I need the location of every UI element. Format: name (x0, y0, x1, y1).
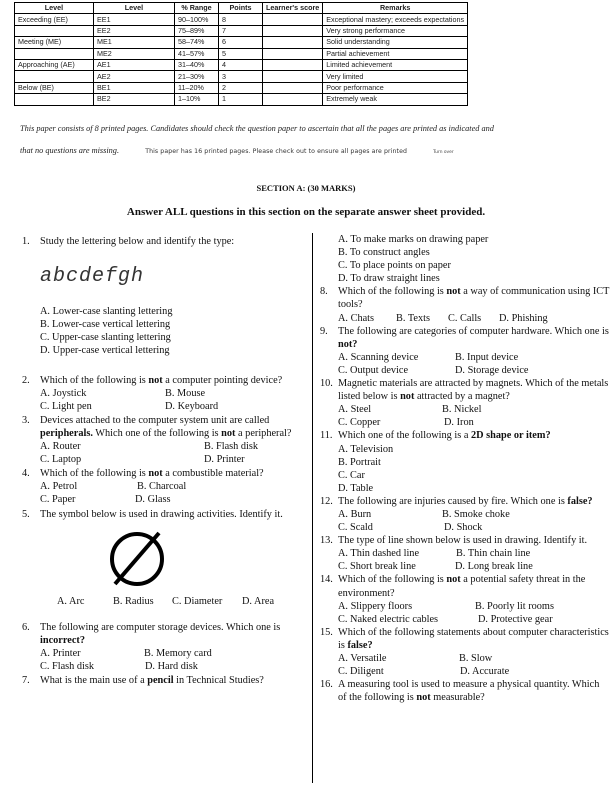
options-row (338, 665, 610, 678)
table-cell (263, 71, 323, 82)
notice-line-1: This paper consists of 8 printed pages. Candidates should check the question paper to ascertain that all the pages are printed as indicated and (20, 124, 494, 133)
option-b: B. Radius (113, 595, 154, 607)
option-b: B. Charcoal (137, 481, 187, 493)
option-b: B. Thin chain line (456, 548, 531, 560)
question-number: 3. (22, 414, 30, 426)
handwritten-note: This paper has 16 printed pages. Please check out to ensure all pages are printed (145, 148, 408, 155)
question-10 (320, 377, 610, 429)
option-a: A. Chats (338, 312, 375, 324)
question-15 (320, 626, 610, 678)
question-text: The following are injuries caused by fire. Which one is false? (338, 495, 593, 507)
table-cell: 7 (219, 25, 263, 36)
question-number: 16. (320, 679, 333, 691)
option-b: B. Poorly lit rooms (475, 600, 554, 612)
table-cell: Partial achievement (323, 48, 468, 59)
notice-line-2 (20, 140, 600, 164)
table-cell: 75–89% (175, 25, 219, 36)
option-d: D. Long break line (455, 561, 533, 573)
question-12 (320, 495, 610, 534)
options-row (338, 547, 610, 560)
options-row (40, 453, 312, 466)
option-a: A. Joystick (40, 387, 87, 399)
options-row (338, 521, 610, 534)
question-number: 15. (320, 626, 333, 638)
option-d: D. Area (242, 595, 275, 607)
column-header: Points (219, 3, 263, 14)
question-2 (22, 374, 312, 413)
options-row (338, 652, 610, 665)
options-row (338, 312, 610, 325)
option-d: D. Accurate (460, 666, 510, 678)
option-c: C. Flash disk (40, 660, 95, 672)
table-cell: ME2 (94, 48, 175, 59)
option-c: C. Upper-case slanting lettering (40, 332, 171, 344)
options-row (338, 416, 610, 429)
table-cell: Below (BE) (15, 82, 94, 93)
question-number: 1. (22, 236, 30, 247)
column-divider (312, 233, 313, 783)
table-cell: BE2 (94, 94, 175, 105)
table-cell: 2 (219, 82, 263, 93)
question-number: 13. (320, 535, 333, 547)
table-cell: ME1 (94, 37, 175, 48)
table-cell: EE1 (94, 14, 175, 25)
question-number: 6. (22, 621, 30, 633)
table-row (15, 25, 468, 36)
question-text: The following are categories of computer hardware. Which one is not? (338, 325, 609, 350)
options-row (338, 560, 610, 573)
table-cell: Approaching (AE) (15, 59, 94, 70)
table-cell: Exceptional mastery; exceeds expectations (323, 14, 468, 25)
option-a: A. Slippery floors (338, 600, 413, 612)
table-row (15, 94, 468, 105)
question-number: 10. (320, 378, 333, 390)
option-d: D. Shock (444, 522, 483, 534)
option-a: A. Television (338, 443, 394, 455)
options-row (40, 387, 312, 400)
table-cell (15, 71, 94, 82)
table-cell (15, 25, 94, 36)
section-instruction: Answer ALL questions in this section on the separate answer sheet provided. (126, 206, 486, 218)
question-number: 11. (320, 430, 333, 442)
options-row (40, 400, 312, 413)
option-a: A. Router (40, 441, 81, 453)
option-a: A. Lower-case slanting lettering (40, 306, 173, 318)
options-row (338, 508, 610, 521)
option-c: C. Diligent (338, 666, 384, 678)
question-5 (22, 508, 312, 609)
option-c: C. Short break line (338, 561, 416, 573)
table-cell (263, 94, 323, 105)
option-d: D. Printer (204, 454, 245, 466)
left-column (22, 235, 312, 687)
option-a: A. Thin dashed line (338, 548, 420, 560)
table-header-row (15, 3, 468, 14)
option-d: D. Glass (135, 494, 171, 506)
option-d: D. Storage device (455, 364, 529, 376)
option-a: A. Versatile (338, 653, 387, 664)
option-d: D. Keyboard (165, 400, 219, 412)
section-title: SECTION A: (30 MARKS) (256, 183, 356, 193)
option-b: B. Nickel (442, 404, 482, 416)
table-cell: 6 (219, 37, 263, 48)
table-cell: 31–40% (175, 59, 219, 70)
question-text: Which of the following is not a potential safety threat in the environment? (338, 574, 586, 599)
table-row (15, 37, 468, 48)
table-cell: 3 (219, 71, 263, 82)
option-b: B. To construct angles (338, 247, 430, 259)
table-cell: AE2 (94, 71, 175, 82)
options-row (338, 600, 610, 613)
options-row (40, 440, 312, 453)
table-cell: Poor performance (323, 82, 468, 93)
question-number: 4. (22, 468, 30, 480)
question-text: Which of the following statements about computer characteristics is false? (338, 626, 609, 651)
option-c: C. Diameter (172, 595, 223, 607)
option-c: C. Calls (448, 312, 482, 324)
table-cell (263, 48, 323, 59)
options-row (338, 351, 610, 364)
lettering-sample: abcdefgh (40, 265, 145, 289)
options-row (338, 364, 610, 377)
table-cell (263, 82, 323, 93)
table-cell: 21–30% (175, 71, 219, 82)
table-row (15, 59, 468, 70)
column-header: Remarks (323, 3, 468, 14)
option-c: C. To place points on paper (338, 260, 451, 272)
option-b: B. Flash disk (204, 441, 259, 453)
question-number: 7. (22, 675, 30, 687)
question-text: Magnetic materials are attracted by magnets. Which of the metals listed below is not attracted by a magnet? (338, 378, 609, 403)
table-cell: Extremely weak (323, 94, 468, 105)
question-text: The type of line shown below is used in drawing. Identify it. (338, 535, 588, 547)
option-b: B. Slow (459, 653, 493, 664)
option-d: D. Upper-case vertical lettering (40, 345, 170, 357)
option-b: B. Mouse (165, 387, 206, 399)
column-header: Level (15, 3, 94, 14)
option-c: C. Scald (338, 522, 373, 534)
question-1 (22, 235, 312, 358)
question-3 (22, 414, 312, 466)
option-d: D. Iron (444, 417, 474, 429)
option-b: B. Input device (455, 351, 519, 363)
table-cell: 41–57% (175, 48, 219, 59)
table-cell: 8 (219, 14, 263, 25)
table-cell: Very strong performance (323, 25, 468, 36)
table-cell: EE2 (94, 25, 175, 36)
table-row (15, 82, 468, 93)
option-a: A. Petrol (40, 481, 78, 493)
option-d: D. Protective gear (478, 613, 553, 625)
option-b: B. Lower-case vertical lettering (40, 319, 171, 331)
options-row (57, 595, 312, 609)
diameter-symbol-icon (107, 529, 167, 589)
option-b: B. Portrait (338, 456, 381, 468)
option-c: C. Laptop (40, 454, 82, 466)
question-text: Which of the following is not a computer pointing device? (40, 374, 283, 386)
question-text: A measuring tool is used to measure a physical quantity. Which of the following is not measurable? (338, 679, 600, 704)
question-number: 8. (320, 286, 328, 298)
question-number: 2. (22, 374, 30, 386)
table-cell: 4 (219, 59, 263, 70)
option-d: D. To draw straight lines (338, 273, 440, 285)
question-text: Which one of the following is a 2D shape or item? (338, 430, 551, 442)
question-number: 5. (22, 508, 30, 520)
options-row (40, 647, 312, 660)
table-cell (263, 59, 323, 70)
question-8 (320, 285, 610, 324)
option-b: B. Texts (396, 312, 430, 324)
options-row (40, 660, 312, 673)
table-cell: 5 (219, 48, 263, 59)
option-d: D. Table (338, 482, 374, 494)
question-9 (320, 325, 610, 377)
table-cell: Solid understanding (323, 37, 468, 48)
question-number: 14. (320, 574, 333, 586)
option-d: D. Hard disk (145, 660, 198, 672)
column-header: % Range (175, 3, 219, 14)
question-6 (22, 621, 312, 673)
table-cell (263, 37, 323, 48)
table-cell: 58–74% (175, 37, 219, 48)
table-cell (263, 25, 323, 36)
table-cell (15, 48, 94, 59)
column-header: Learner's score (263, 3, 323, 14)
table-row (15, 48, 468, 59)
table-cell: Very limited (323, 71, 468, 82)
question-text: The following are computer storage devices. Which one is incorrect? (40, 621, 281, 646)
option-b: B. Smoke choke (442, 508, 510, 520)
option-d: D. Phishing (499, 312, 548, 324)
question-11 (320, 429, 610, 494)
option-a: A. Arc (57, 595, 85, 607)
question-text: The symbol below is used in drawing activities. Identify it. (40, 508, 283, 520)
right-column (320, 233, 610, 704)
column-header: Level (94, 3, 175, 14)
table-cell: 90–100% (175, 14, 219, 25)
question-text: Devices attached to the computer system unit are called peripherals. Which one of the following is not a peripheral? (40, 414, 292, 439)
question-number: 12. (320, 495, 333, 507)
options-row (40, 480, 312, 493)
table-row (15, 14, 468, 25)
options-row (338, 403, 610, 416)
option-c: C. Car (338, 469, 365, 481)
options-row (40, 493, 312, 506)
option-c: C. Copper (338, 417, 381, 429)
question-text: Study the lettering below and identify the type: (40, 236, 235, 247)
option-a: A. Steel (338, 404, 372, 416)
question-text: Which of the following is not a way of communication using ICT tools? (338, 286, 610, 311)
page-count-notice (20, 118, 600, 164)
table-cell: 1–10% (175, 94, 219, 105)
question-7-options (330, 233, 610, 285)
table-cell: 11–20% (175, 82, 219, 93)
option-b: B. Memory card (144, 647, 212, 659)
table-cell: BE1 (94, 82, 175, 93)
turn-over-note: Turn over (433, 150, 454, 155)
option-a: A. Printer (40, 647, 81, 659)
option-c: C. Light pen (40, 400, 92, 412)
options-row (338, 613, 610, 626)
table-cell: Meeting (ME) (15, 37, 94, 48)
option-a: A. Scanning device (338, 351, 419, 363)
option-a: A. To make marks on drawing paper (338, 234, 489, 245)
option-a: A. Burn (338, 508, 372, 520)
option-c: C. Output device (338, 364, 409, 376)
table-cell (15, 94, 94, 105)
question-16 (320, 678, 610, 704)
table-cell: Limited achievement (323, 59, 468, 70)
notice-line-2-text: that no questions are missing. (20, 146, 120, 155)
question-text: What is the main use of a pencil in Technical Studies? (40, 675, 264, 687)
question-7 (22, 674, 312, 687)
question-text: Which of the following is not a combustible material? (40, 468, 264, 480)
question-number: 9. (320, 325, 328, 337)
table-cell (263, 14, 323, 25)
question-14 (320, 573, 610, 625)
table-cell: Exceeding (EE) (15, 14, 94, 25)
table-row (15, 71, 468, 82)
option-c: C. Naked electric cables (338, 613, 439, 625)
option-c: C. Paper (40, 494, 76, 506)
question-4 (22, 467, 312, 506)
table-cell: 1 (219, 94, 263, 105)
rubric-table (14, 2, 468, 106)
question-13 (320, 534, 610, 573)
table-cell: AE1 (94, 59, 175, 70)
